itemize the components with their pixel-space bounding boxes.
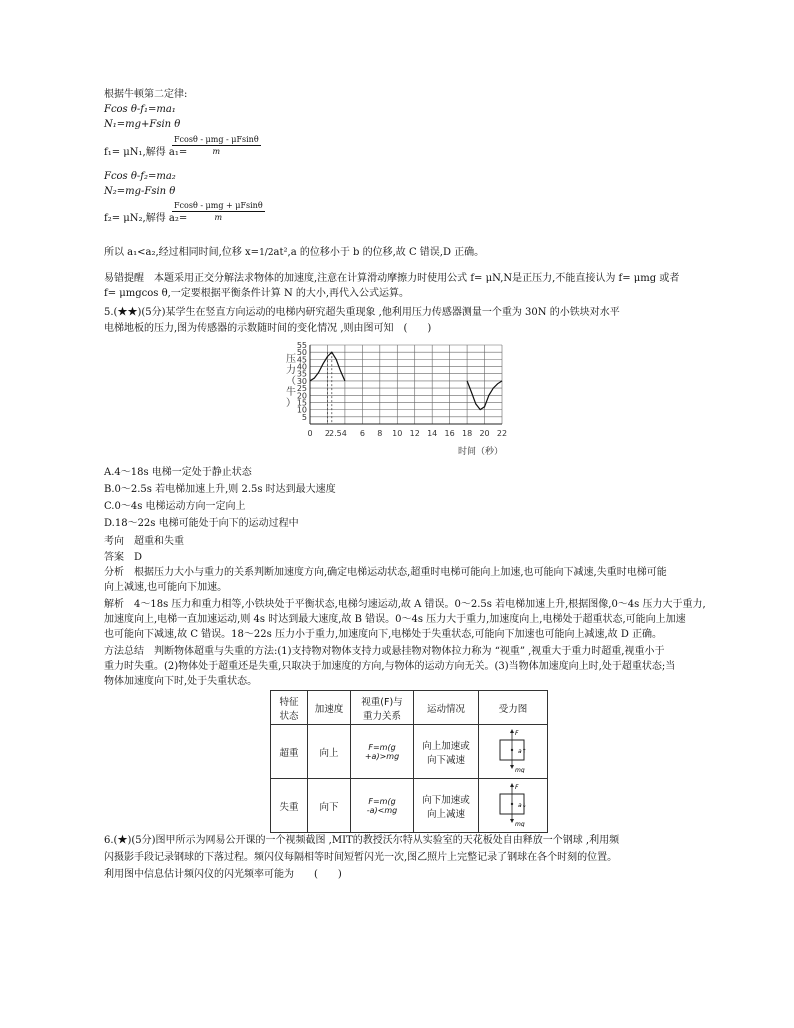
x-tick-label: 16 xyxy=(444,429,455,438)
y-tick-label: 25 xyxy=(296,384,307,394)
newton-intro: 根据牛顿第二定律: xyxy=(104,89,188,100)
table-header-state: 特征 状态 xyxy=(271,691,308,725)
fraction-a1 xyxy=(172,135,261,156)
answer-line: 答案 D xyxy=(104,552,143,563)
y-tick-label: 35 xyxy=(296,369,307,379)
y-tick-label: 50 xyxy=(296,348,307,358)
force-diagram-down xyxy=(488,781,538,827)
table-cell-state: 超重 xyxy=(271,725,308,779)
table-header-diagram: 受力图 xyxy=(479,691,548,725)
option-c: C.0～4s 电梯运动方向一定向上 xyxy=(104,501,246,512)
accel-label: a↓ xyxy=(518,802,527,809)
q5-stem-line-1: 5.(★★)(5分)某学生在竖直方向运动的电梯内研究超失重现象 ,他利用压力传感器测量一个重为 30N 的小铁块对水平 xyxy=(104,307,620,318)
x-tick-label: 2.54 xyxy=(329,429,347,438)
overweight-weightless-table xyxy=(270,690,548,833)
y-tick-label: 15 xyxy=(296,398,307,408)
x-tick-label: 20 xyxy=(479,429,490,438)
table-cell-motion: 向下加速或 向上减速 xyxy=(414,779,479,833)
error-tip-line-1: 易错提醒 本题采用正交分解法求物体的加速度,注意在计算滑动摩擦力时使用公式 f= μN,N是正压力,不能直接认为 f= μmg 或者 xyxy=(104,273,680,284)
y-tick-label: 20 xyxy=(296,391,307,401)
q6-stem-line-2: 闪摄影手段记录钢球的下落过程。频闪仪每隔相等时间短暂闪光一次,图乙照片上完整记录了钢球在各个时刻的位置。 xyxy=(104,852,618,863)
y-tick-label: 10 xyxy=(296,405,307,415)
x-tick-label: 10 xyxy=(392,429,403,438)
solution-line-2: 加速度向上,电梯一直加速运动,则 4s 时达到最大速度,故 B 错误。0～4s 压力大于重力,加速度向上,电梯处于超重状态,可能向上加速 xyxy=(104,614,686,625)
weight-label: mg xyxy=(515,767,525,773)
x-tick-label: 8 xyxy=(377,429,383,438)
x-tick-label: 0 xyxy=(307,429,313,438)
y-tick-label: 30 xyxy=(296,376,307,386)
y-tick-label: 45 xyxy=(296,355,307,365)
conclusion-half: 1/2 xyxy=(259,248,274,258)
table-cell-accel: 向上 xyxy=(308,725,351,779)
chart-grid xyxy=(310,345,502,424)
table-header-motion: 运动情况 xyxy=(414,691,479,725)
method-line-3: 物体加速度向下时,处于失重状态。 xyxy=(104,676,258,687)
table-cell-motion: 向上加速或 向下减速 xyxy=(414,725,479,779)
fraction-a2-denominator: m xyxy=(214,213,223,222)
table-cell-accel: 向下 xyxy=(308,779,351,833)
force-diagram-up xyxy=(488,727,538,773)
table-cell-diagram xyxy=(479,725,548,779)
option-a: A.4～18s 电梯一定处于静止状态 xyxy=(104,467,252,478)
equation-3: f₁= μN₁,解得 a₁= xyxy=(104,147,188,158)
table-row xyxy=(271,725,548,779)
method-line-2: 重力时失重。(2)物体处于超重还是失重,只取决于加速度的方向,与物体的运动方向无关。(3)当物体加速度向上时,处于超重状态;当 xyxy=(104,661,676,672)
equation-1: Fcos θ-f₁=ma₁ xyxy=(104,104,176,115)
pressure-time-chart xyxy=(278,338,518,458)
table-cell-relation: F=m(g +a)>mg xyxy=(351,725,414,779)
fraction-a2 xyxy=(172,201,265,222)
x-tick-label: 12 xyxy=(409,429,420,438)
x-tick-label: 2 xyxy=(324,429,331,438)
solution-line-3: 也可能向下减速,故 C 错误。18～22s 压力小于重力,加速度向下,电梯处于失重状态,可能向下加速也可能向上减速,故 D 正确。 xyxy=(104,629,663,640)
solution-line-1: 解析 4～18s 压力和重力相等,小铁块处于平衡状态,电梯匀速运动,故 A 错误。0～2.5s 若电梯加速上升,根据图像,0～4s 压力大于重力, xyxy=(104,599,706,610)
x-tick-label: 14 xyxy=(427,429,438,438)
table-cell-diagram xyxy=(479,779,548,833)
equation-5: N₂=mg-Fsin θ xyxy=(104,186,176,197)
fraction-a1-denominator: m xyxy=(212,147,221,156)
conclusion-text-b: at²,a 的位移小于 b 的位移,故 C 错误,D 正确。 xyxy=(273,247,485,258)
equation-2: N₁=mg+Fsin θ xyxy=(104,119,181,130)
analysis-line-2: 向上减速,也可能向下加速。 xyxy=(104,582,228,593)
equation-6: f₂= μN₂,解得 a₂= xyxy=(104,213,188,224)
weight-arrowhead xyxy=(510,819,514,823)
q6-stem-line-1: 6.(★)(5分)图甲所示为网易公开课的一个视频截图 ,MIT的教授沃尔特从实验室的天花板处自由释放一个钢球 ,利用频 xyxy=(104,835,620,846)
x-tick-label: 6 xyxy=(359,429,365,438)
equation-4: Fcos θ-f₂=ma₂ xyxy=(104,171,176,182)
force-arrowhead xyxy=(510,729,514,733)
table-header-relation: 视重(F)与 重力关系 xyxy=(351,691,414,725)
x-tick-label: 22 xyxy=(496,429,508,438)
analysis-line-1: 分析 根据压力大小与重力的关系判断加速度方向,确定电梯运动状态,超重时电梯可能向上加速,也可能向下减速,失重时电梯可能 xyxy=(104,567,667,578)
table-cell-state: 失重 xyxy=(271,779,308,833)
error-tip-line-2: f= μmgcos θ,一定要根据平衡条件计算 N 的大小,再代入公式运算。 xyxy=(104,288,410,299)
option-b: B.0～2.5s 若电梯加速上升,则 2.5s 时达到最大速度 xyxy=(104,484,336,495)
force-arrowhead xyxy=(510,783,514,787)
table-header-accel: 加速度 xyxy=(308,691,351,725)
weight-arrowhead xyxy=(510,765,514,769)
chart-x-label: 时间（秒） xyxy=(458,447,504,457)
x-tick-label: 18 xyxy=(461,429,473,438)
y-tick-label: 5 xyxy=(301,412,307,422)
conclusion xyxy=(104,246,484,260)
accel-label: a↑ xyxy=(518,748,527,755)
option-d: D.18～22s 电梯可能处于向下的运动过程中 xyxy=(104,518,299,529)
q6-stem-line-3: 利用图中信息估计频闪仪的闪光频率可能为 ( ) xyxy=(104,869,342,880)
weight-label: mg xyxy=(515,821,525,827)
q5-stem-line-2: 电梯地板的压力,图为传感器的示数随时间的变化情况 ,则由图可知 ( ) xyxy=(104,323,432,334)
fraction-a1-numerator: Fcosθ - μmg - μFsinθ xyxy=(174,135,259,144)
table-cell-relation: F=m(g -a)<mg xyxy=(351,779,414,833)
kaoxiang-line: 考向 超重和失重 xyxy=(104,536,184,547)
force-label: F xyxy=(515,784,519,791)
y-tick-label: 55 xyxy=(296,341,307,350)
chart-y-label: 压力（牛） xyxy=(286,354,296,409)
force-label: F xyxy=(515,730,519,737)
fraction-a2-numerator: Fcosθ - μmg + μFsinθ xyxy=(174,201,263,210)
table-row xyxy=(271,779,548,833)
y-tick-label: 40 xyxy=(296,362,307,372)
table-header-row xyxy=(271,691,548,725)
method-line-1: 方法总结 判断物体超重与失重的方法:(1)支持物对物体支持力或悬挂物对物体拉力称为 “视重” ,视重大于重力时超重,视重小于 xyxy=(104,646,665,657)
conclusion-text-a: 所以 a₁<a₂,经过相同时间,位移 x= xyxy=(104,247,260,258)
